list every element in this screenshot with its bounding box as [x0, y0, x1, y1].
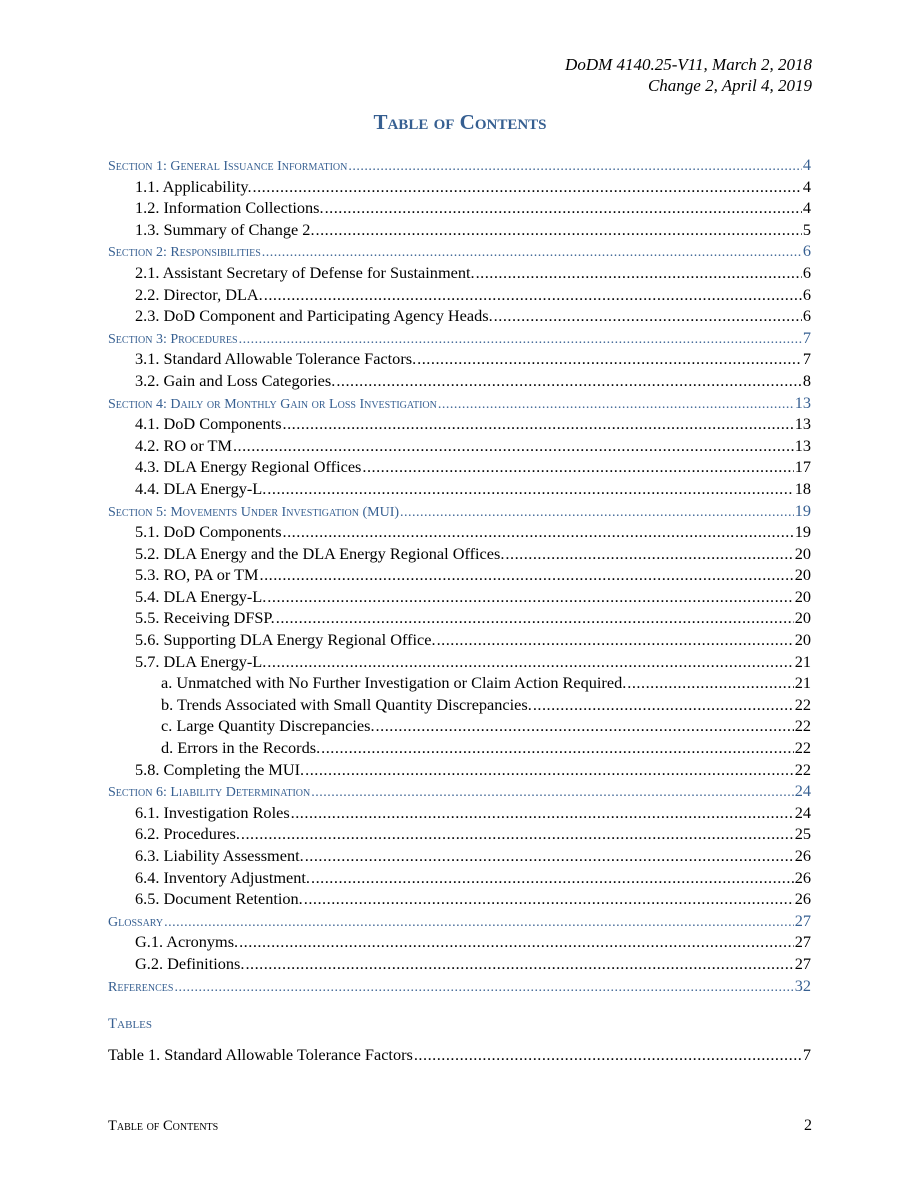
toc-leader-dots: [321, 738, 794, 758]
toc-entry[interactable]: [108, 285, 811, 307]
toc-entry[interactable]: [108, 652, 811, 674]
toc-leader-dots: [267, 479, 793, 499]
toc-entry[interactable]: [108, 932, 811, 954]
toc-leader-dots: [174, 980, 793, 996]
toc-entry[interactable]: [108, 587, 811, 609]
toc-entry-label: 2.3. DoD Component and Participating Agency Heads.: [135, 306, 493, 326]
toc-entry-page: 19: [794, 522, 811, 542]
toc-entry-page: 4: [802, 198, 811, 218]
toc-leader-dots: [291, 803, 794, 823]
toc-leader-dots: [260, 565, 794, 585]
toc-entry-label: 5.6. Supporting DLA Energy Regional Office.: [135, 630, 436, 650]
toc-entry[interactable]: [108, 868, 811, 890]
toc-entry-label: 6.1. Investigation Roles: [135, 802, 290, 822]
toc-section-entry[interactable]: [108, 328, 811, 350]
toc-entry-label: References: [108, 979, 174, 995]
toc-entry-label: 3.1. Standard Allowable Tolerance Factors.: [135, 349, 417, 369]
page-title: [0, 110, 920, 135]
toc-entry-page: 7: [802, 349, 811, 369]
toc-leader-dots: [239, 332, 802, 348]
toc-entry-label: Section 6: Liability Determination: [108, 785, 311, 801]
toc-entry-page: 27: [794, 953, 811, 973]
toc-entry[interactable]: [108, 414, 811, 436]
toc-entry-page: 25: [794, 824, 811, 844]
toc-entry-label: 6.3. Liability Assessment.: [135, 846, 304, 865]
toc-entry-label: Section 4: Daily or Monthly Gain or Loss Investigation: [108, 396, 437, 412]
toc-entry-page: 17: [794, 457, 811, 477]
toc-entry[interactable]: [108, 673, 811, 695]
toc-entry-page: 5: [802, 219, 811, 239]
toc-entry-page: 6: [802, 241, 811, 261]
toc-entry[interactable]: [108, 263, 811, 285]
toc-leader-dots: [494, 306, 802, 326]
toc-entry-label: Table 1. Standard Allowable Tolerance Factors: [108, 1045, 413, 1064]
toc-leader-dots: [245, 954, 793, 974]
toc-entry-page: 8: [802, 370, 811, 390]
toc-entry-label: 6.4. Inventory Adjustment.: [135, 867, 311, 887]
toc-entry[interactable]: [108, 954, 811, 976]
toc-entry-label: 1.2. Information Collections.: [135, 198, 324, 218]
toc-leader-dots: [164, 915, 794, 931]
toc-entry[interactable]: [108, 630, 811, 652]
toc-leader-dots: [438, 397, 794, 413]
toc-section-entry[interactable]: [108, 393, 811, 415]
toc-entry-page: 20: [794, 608, 811, 628]
header-line-1: DoDM 4140.25-V11, March 2, 2018: [565, 55, 812, 74]
toc-leader-dots: [283, 414, 794, 434]
footer-section-title: Table of Contents: [108, 1118, 219, 1134]
toc-entry-label: 2.2. Director, DLA.: [135, 284, 263, 304]
toc-entry-page: 20: [794, 586, 811, 606]
footer-page-number: 2: [804, 1117, 812, 1134]
toc-leader-dots: [283, 522, 794, 542]
toc-entry-label: 5.8. Completing the MUI.: [135, 759, 305, 779]
toc-entry-page: 21: [794, 673, 811, 693]
toc-section-entry[interactable]: [108, 155, 811, 177]
toc-entry-label: 6.2. Procedures.: [135, 824, 240, 844]
toc-entry-label: 4.1. DoD Components: [135, 414, 282, 434]
toc-entry[interactable]: [108, 803, 811, 825]
toc-entry-label: 2.1. Assistant Secretary of Defense for Sustainment.: [135, 262, 475, 282]
toc-entry-page: 4: [802, 176, 811, 196]
toc-leader-dots: [239, 932, 794, 952]
page-title-text: Table of Contents: [373, 110, 547, 134]
toc-entry-page: 26: [794, 867, 811, 887]
toc-entry-label: Section 5: Movements Under Investigation (MUI): [108, 504, 400, 520]
toc-entry-page: 18: [794, 478, 811, 498]
document-header: [565, 54, 812, 96]
toc-leader-dots: [376, 716, 794, 736]
toc-entry[interactable]: [108, 695, 811, 717]
toc-entry-label: 5.3. RO, PA or TM: [135, 565, 259, 585]
toc-entry[interactable]: [108, 738, 811, 760]
header-line-2: Change 2, April 4, 2019: [647, 76, 812, 95]
toc-leader-dots: [362, 457, 793, 477]
toc-entry-page: 22: [794, 759, 811, 779]
toc-entry[interactable]: [108, 479, 811, 501]
toc-leader-dots: [417, 349, 802, 369]
toc-entry[interactable]: [108, 457, 811, 479]
toc-entry-page: 7: [802, 327, 811, 347]
toc-entry-page: 6: [802, 284, 811, 304]
toc-section-entry[interactable]: [108, 501, 811, 523]
toc-entry[interactable]: [108, 760, 811, 782]
toc-entry[interactable]: [108, 522, 811, 544]
toc-entry-label: G.2. Definitions.: [135, 953, 245, 973]
toc-entry-label: 4.2. RO or TM: [135, 435, 232, 455]
toc-leader-dots: [437, 630, 794, 650]
toc-leader-dots: [336, 371, 802, 391]
toc-entry[interactable]: [108, 1045, 811, 1067]
toc-entry-label: 5.5. Receiving DFSP.: [135, 608, 275, 628]
tables-list: [108, 1045, 811, 1067]
toc-section-entry[interactable]: [108, 976, 811, 998]
toc-leader-dots: [627, 673, 793, 693]
toc-entry-label: 5.7. DLA Energy-L.: [135, 651, 267, 671]
toc-entry-label: Glossary: [108, 914, 164, 930]
toc-entry[interactable]: [108, 198, 811, 220]
toc-entry[interactable]: [108, 306, 811, 328]
toc-leader-dots: [348, 159, 802, 175]
toc-leader-dots: [253, 177, 802, 197]
toc-entry-label: 5.4. DLA Energy-L.: [135, 586, 267, 606]
toc-entry-label: Section 3: Procedures: [108, 331, 238, 347]
toc-entry-label: 4.3. DLA Energy Regional Offices: [135, 457, 362, 477]
toc-leader-dots: [305, 760, 794, 780]
toc-entry-label: Section 2: Responsibilities: [108, 245, 261, 261]
toc-entry[interactable]: [108, 889, 811, 911]
toc-leader-dots: [305, 846, 794, 866]
toc-entry-label: b. Trends Associated with Small Quantity Discrepancies.: [161, 694, 532, 714]
toc-entry-page: 27: [794, 910, 811, 930]
toc-entry-label: a. Unmatched with No Further Investigation or Claim Action Required.: [161, 673, 627, 693]
toc-leader-dots: [311, 868, 794, 888]
toc-entry-label: c. Large Quantity Discrepancies.: [161, 716, 375, 736]
toc-leader-dots: [276, 608, 794, 628]
toc-leader-dots: [476, 263, 802, 283]
toc-leader-dots: [325, 198, 802, 218]
toc-leader-dots: [304, 889, 794, 909]
toc-entry-label: d. Errors in the Records.: [161, 738, 321, 758]
toc-entry-page: 6: [802, 262, 811, 282]
toc-entry[interactable]: [108, 177, 811, 199]
toc-leader-dots: [262, 245, 802, 261]
toc-entry[interactable]: [108, 846, 811, 868]
toc-entry[interactable]: [108, 544, 811, 566]
toc-leader-dots: [316, 220, 802, 240]
toc-section-entry[interactable]: [108, 241, 811, 263]
tables-heading: Tables: [108, 1016, 152, 1032]
toc-entry-page: 32: [794, 975, 811, 995]
toc-entry[interactable]: [108, 608, 811, 630]
toc-leader-dots: [264, 285, 802, 305]
toc-entry-label: 1.1. Applicability.: [135, 176, 252, 196]
toc-entry[interactable]: [108, 565, 811, 587]
toc-entry[interactable]: [108, 349, 811, 371]
toc-leader-dots: [400, 505, 794, 521]
toc-entry-page: 20: [794, 565, 811, 585]
toc-entry-page: 26: [794, 889, 811, 909]
toc-entry-label: 4.4. DLA Energy-L.: [135, 478, 267, 498]
toc-entry-page: 21: [794, 651, 811, 671]
toc-leader-dots: [505, 544, 793, 564]
toc-entry[interactable]: [108, 716, 811, 738]
toc-leader-dots: [241, 824, 794, 844]
toc-entry-page: 13: [794, 414, 811, 434]
toc-leader-dots: [414, 1045, 802, 1065]
toc-entry[interactable]: [108, 824, 811, 846]
toc-leader-dots: [267, 652, 793, 672]
toc-entry-page: 7: [802, 1045, 811, 1064]
toc-entry-page: 22: [794, 694, 811, 714]
toc-entry-label: Section 1: General Issuance Information: [108, 159, 348, 174]
toc-entry-page: 26: [794, 846, 811, 865]
toc-entry-label: 5.1. DoD Components: [135, 522, 282, 542]
toc-section-entry[interactable]: [108, 911, 811, 933]
toc-entry[interactable]: [108, 220, 811, 242]
toc-entry[interactable]: [108, 371, 811, 393]
toc-leader-dots: [311, 785, 793, 801]
toc-entry-page: 19: [794, 500, 811, 520]
toc-entry-page: 24: [794, 781, 811, 801]
toc-leader-dots: [267, 587, 793, 607]
toc-leader-dots: [233, 436, 794, 456]
toc-entry-page: 24: [794, 802, 811, 822]
toc-entry-label: 3.2. Gain and Loss Categories.: [135, 370, 336, 390]
toc-entry[interactable]: [108, 436, 811, 458]
toc-entry-page: 13: [794, 435, 811, 455]
toc-entry-page: 20: [794, 543, 811, 563]
toc-entry-label: 5.2. DLA Energy and the DLA Energy Regional Offices.: [135, 543, 505, 563]
toc-entry-label: G.1. Acronyms.: [135, 932, 239, 952]
toc-entry-page: 20: [794, 630, 811, 650]
toc-entry-page: 4: [802, 155, 811, 174]
toc-section-entry[interactable]: [108, 781, 811, 803]
toc-entry-label: 1.3. Summary of Change 2.: [135, 219, 315, 239]
toc-entry-page: 27: [794, 932, 811, 952]
toc-entry-page: 22: [794, 716, 811, 736]
toc-entry-page: 13: [794, 392, 811, 412]
toc-entry-page: 6: [802, 306, 811, 326]
toc-entry-label: 6.5. Document Retention.: [135, 889, 303, 909]
toc-entry-page: 22: [794, 738, 811, 758]
toc-leader-dots: [533, 695, 794, 715]
table-of-contents: [108, 155, 811, 997]
